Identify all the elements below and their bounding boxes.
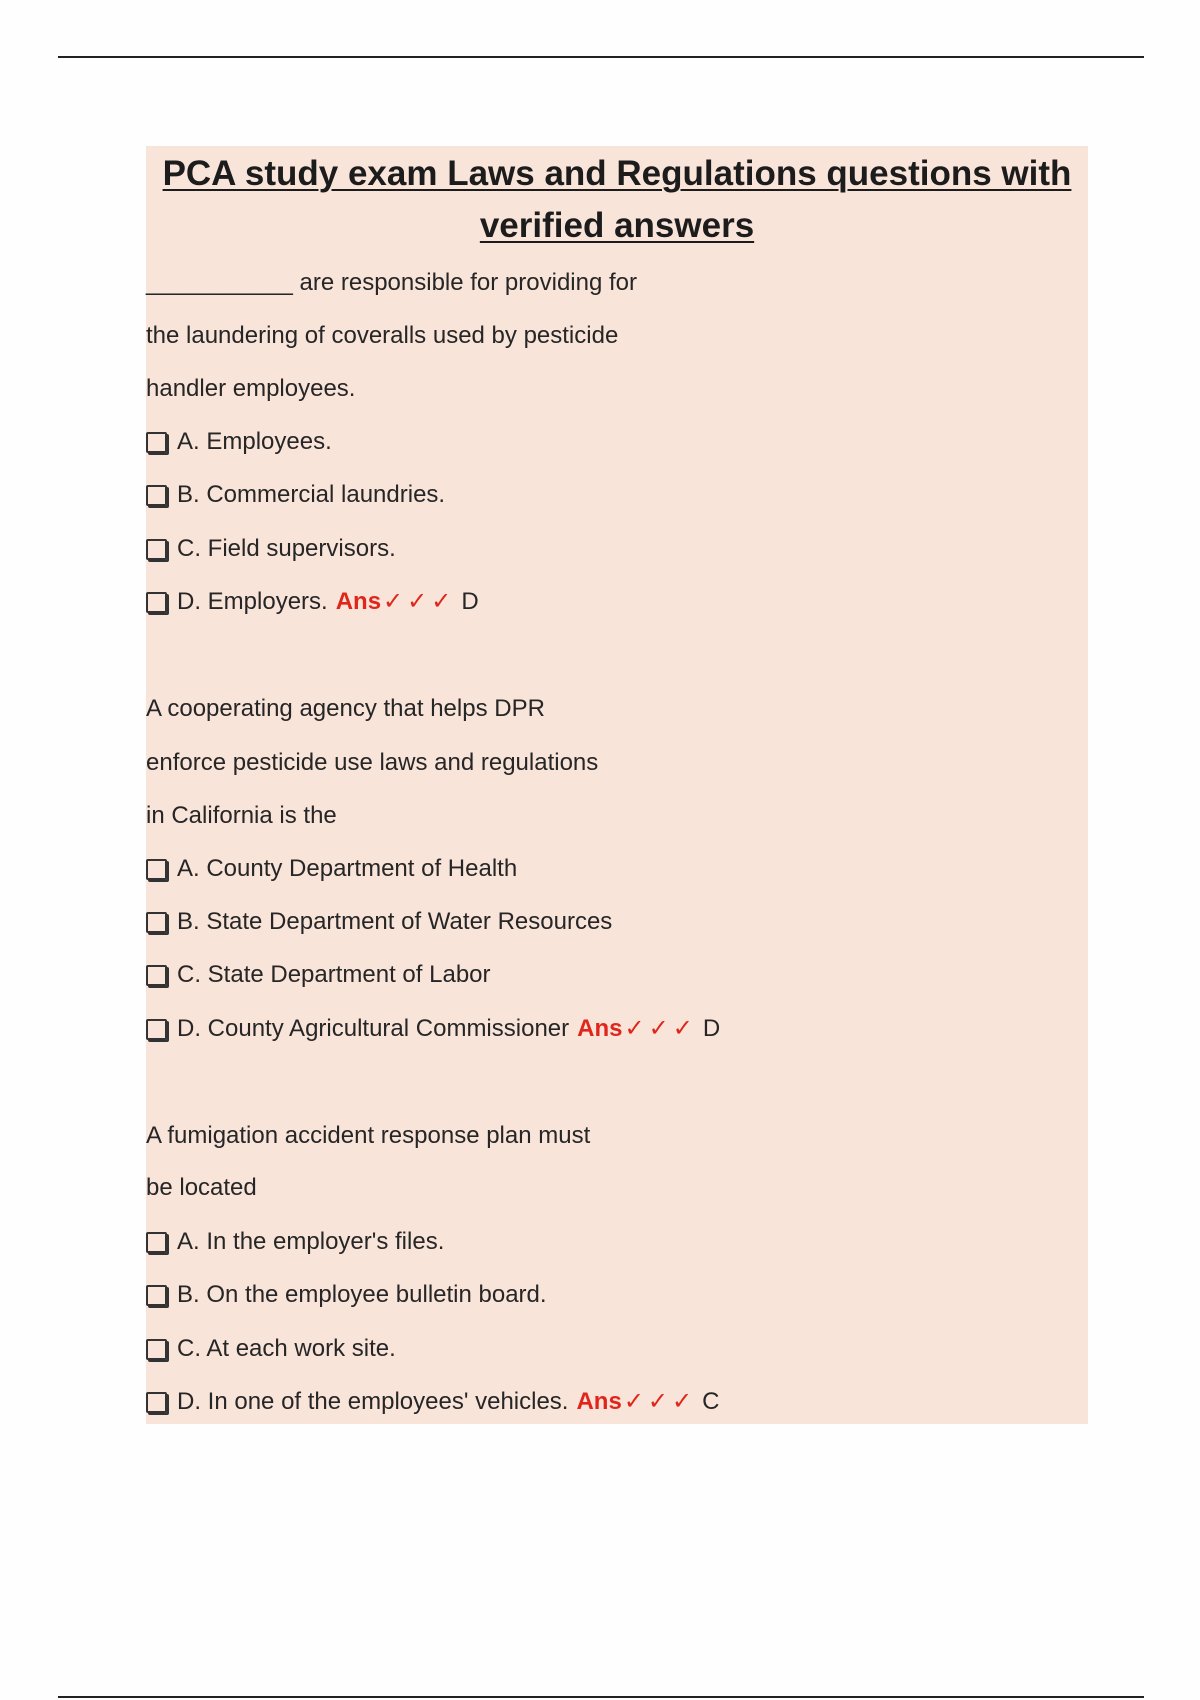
question-2-option-c[interactable]: [146, 960, 491, 990]
question-3-stem-line-2: be located: [146, 1174, 257, 1201]
title-line-2: verified answers: [479, 206, 755, 245]
question-1-stem-line-1: ___________ are responsible for providing for: [146, 269, 638, 296]
question-3-option-b[interactable]: [146, 1280, 547, 1310]
option-label: C. At each work site.: [177, 1335, 396, 1362]
question-1-option-c[interactable]: [146, 534, 396, 564]
option-label: D. In one of the employees' vehicles.: [177, 1388, 569, 1415]
question-1-stem-line-3: handler employees.: [146, 375, 356, 402]
question-2-option-a[interactable]: [146, 854, 517, 884]
answer-letter: D: [702, 1015, 721, 1042]
option-label: A. County Department of Health: [177, 855, 518, 882]
option-label: D. Employers.: [177, 588, 328, 615]
document-title: [146, 148, 1088, 252]
option-label: B. On the employee bulletin board.: [177, 1281, 547, 1308]
header-rule: [58, 56, 1144, 58]
option-label: B. Commercial laundries.: [177, 481, 446, 508]
question-3-option-c[interactable]: [146, 1334, 396, 1364]
checkbox-icon[interactable]: [146, 1392, 167, 1413]
question-1-option-b[interactable]: [146, 480, 445, 510]
option-label: D. County Agricultural Commissioner: [177, 1015, 570, 1042]
question-3-option-a[interactable]: [146, 1227, 444, 1257]
checkbox-icon[interactable]: [146, 965, 167, 986]
option-label: C. Field supervisors.: [177, 535, 396, 562]
question-1-option-a[interactable]: [146, 427, 332, 457]
answer-letter: D: [461, 588, 479, 615]
question-2-stem-line-1: A cooperating agency that helps DPR: [146, 695, 545, 722]
option-label: A. In the employer's files.: [177, 1228, 445, 1255]
question-3-option-d[interactable]: [146, 1387, 719, 1417]
checkbox-icon[interactable]: [146, 912, 167, 933]
answer-label: Ans: [577, 1015, 623, 1042]
checkbox-icon[interactable]: [146, 1232, 167, 1253]
question-2-stem-line-2: enforce pesticide use laws and regulations: [146, 749, 599, 776]
checkbox-icon[interactable]: [146, 592, 167, 613]
answer-checkmarks-icon: ✓✓✓: [624, 1015, 697, 1042]
answer-checkmarks-icon: ✓✓✓: [383, 588, 456, 615]
checkbox-icon[interactable]: [146, 859, 167, 880]
title-line-1: PCA study exam Laws and Regulations questions with: [162, 154, 1072, 193]
question-2-stem-line-3: in California is the: [146, 802, 337, 829]
footer-rule: [58, 1696, 1144, 1698]
question-2-option-d[interactable]: [146, 1014, 720, 1044]
document-page: [146, 146, 1088, 1424]
option-label: C. State Department of Labor: [177, 961, 491, 988]
question-2-option-b[interactable]: [146, 907, 612, 937]
checkbox-icon[interactable]: [146, 539, 167, 560]
answer-label: Ans: [576, 1388, 622, 1415]
checkbox-icon[interactable]: [146, 1285, 167, 1306]
question-3-stem-line-1: A fumigation accident response plan must: [146, 1122, 591, 1149]
answer-letter: C: [702, 1388, 720, 1415]
question-1-stem-line-2: the laundering of coveralls used by pesticide: [146, 322, 619, 349]
checkbox-icon[interactable]: [146, 432, 167, 453]
option-label: B. State Department of Water Resources: [177, 908, 613, 935]
answer-checkmarks-icon: ✓✓✓: [623, 1388, 697, 1415]
answer-label: Ans: [335, 588, 382, 615]
checkbox-icon[interactable]: [146, 485, 167, 506]
option-label: A. Employees.: [177, 428, 332, 455]
checkbox-icon[interactable]: [146, 1339, 167, 1360]
question-1-option-d[interactable]: [146, 587, 479, 617]
checkbox-icon[interactable]: [146, 1019, 167, 1040]
